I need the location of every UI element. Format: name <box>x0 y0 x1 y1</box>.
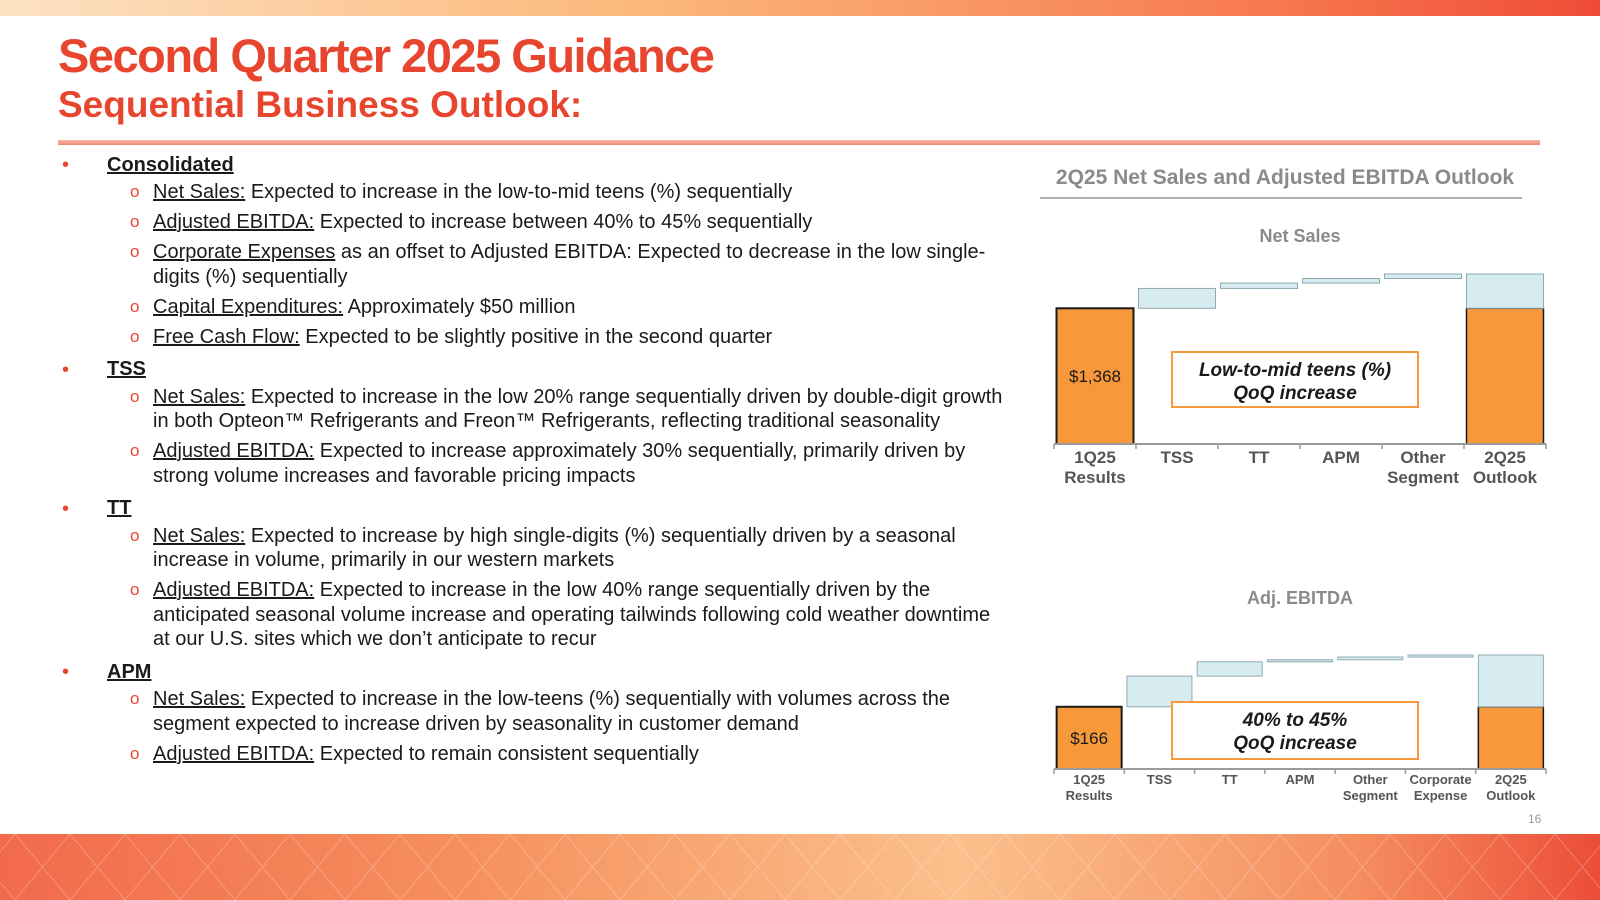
item-text: Expected to increase in the low 40% range sequentially driven by the anticipated seasonal volume increase and operating tailwinds following cold weather downtime at our U.S. sites which we don’t anticipate to recur <box>153 579 991 650</box>
bar-end-increase <box>1478 655 1543 707</box>
sub-bullet-icon: o <box>130 441 140 460</box>
item-label: Free Cash Flow: <box>153 325 300 348</box>
bar-delta <box>1268 660 1333 662</box>
section-heading: TT <box>107 497 132 519</box>
item-text: Approximately $50 million <box>343 295 576 318</box>
item-text: Expected to remain consistent sequentially <box>314 742 699 765</box>
item-text: as an offset to Adjusted EBITDA: Expected to decrease in the low single-digits (%) sequentially <box>153 241 986 288</box>
sub-bullet-icon: o <box>130 296 140 316</box>
bullet-icon: • <box>62 154 70 176</box>
bullet-icon: • <box>62 358 70 381</box>
sub-bullet-icon: o <box>130 326 140 346</box>
item-label: Corporate Expenses <box>153 241 336 263</box>
item-text: Expected to increase in the low-to-mid teens (%) sequentially <box>245 181 793 203</box>
item-label: Net Sales: <box>153 181 246 203</box>
item-label: Adjusted EBITDA: <box>153 742 315 765</box>
data-label: $166 <box>1070 728 1109 748</box>
item-text: Expected to increase in the low 20% range sequentially driven by double-digit growth in both Opteon™ Refrigerants and Freon™ Refrigerants, reflecting traditional seasonality <box>153 385 1003 432</box>
charts-title: 2Q25 Net Sales and Adjusted EBITDA Outlook <box>1055 166 1515 189</box>
category-label: Other Segment <box>1387 448 1459 487</box>
item-label: Adjusted EBITDA: <box>153 440 315 462</box>
category-label: APM <box>1285 772 1315 787</box>
bar-delta <box>1385 274 1462 279</box>
category-label: 2Q25 Outlook <box>1486 772 1536 803</box>
category-label: TT <box>1248 448 1270 467</box>
category-label: Corporate Expense <box>1409 772 1472 803</box>
section-heading: TSS <box>107 358 146 380</box>
sub-bullet-icon: o <box>130 212 140 231</box>
category-label: TSS <box>1160 448 1194 467</box>
item-label: Capital Expenditures: <box>153 295 344 318</box>
section-heading: Consolidated <box>107 153 234 176</box>
item-text: Expected to increase by high single-digits (%) sequentially driven by a seasonal increase in volume, primarily in our western markets <box>153 524 956 571</box>
sub-bullet-icon: o <box>130 580 140 599</box>
category-label: TSS <box>1146 772 1173 787</box>
annotation-line-2: QoQ increase <box>1233 383 1357 404</box>
section-heading: APM <box>107 660 152 683</box>
footer-chevrons <box>0 834 1600 900</box>
data-label: $1,368 <box>1069 367 1121 387</box>
category-label: APM <box>1322 448 1360 467</box>
sub-bullet-icon: o <box>130 182 140 201</box>
item-label: Net Sales: <box>153 688 246 710</box>
sub-bullet-icon: o <box>130 689 140 708</box>
category-label: 1Q25 Results <box>1064 448 1126 487</box>
chart-title: Adj. EBITDA <box>1247 588 1353 608</box>
bar-end-base <box>1467 308 1544 444</box>
footer-band <box>0 834 1600 900</box>
bar-delta <box>1139 288 1216 308</box>
annotation-line-1: 40% to 45% <box>1242 710 1348 731</box>
item-text: Expected to increase approximately 30% sequentially, primarily driven by strong volume increases and favorable pricing impacts <box>153 440 966 487</box>
item-label: Adjusted EBITDA: <box>153 211 315 233</box>
annotation-line-1: Low-to-mid teens (%) <box>1198 360 1392 381</box>
bar-delta <box>1408 655 1473 657</box>
bar-delta <box>1303 279 1380 284</box>
bar-delta <box>1197 662 1262 676</box>
annotation-line-2: QoQ increase <box>1233 733 1357 754</box>
footer-pattern <box>0 834 1600 900</box>
bullet-icon: • <box>62 661 70 683</box>
item-label: Net Sales: <box>153 385 246 408</box>
category-label: TT <box>1221 772 1238 787</box>
item-label: Adjusted EBITDA: <box>153 579 315 601</box>
page-subtitle: Sequential Business Outlook: <box>58 84 583 125</box>
bar-delta <box>1221 283 1298 288</box>
item-text: Expected to be slightly positive in the second quarter <box>299 325 773 348</box>
page-number: 16 <box>1528 812 1542 826</box>
category-label: Other Segment <box>1342 772 1398 803</box>
item-text: Expected to increase in the low-teens (%) sequentially with volumes across the segment expected to increase driven by seasonality in customer demand <box>153 688 951 735</box>
chart-title: Net Sales <box>1259 226 1341 246</box>
sub-bullet-icon: o <box>130 242 140 261</box>
category-label: 2Q25 Outlook <box>1472 448 1538 487</box>
category-label: 1Q25 Results <box>1065 772 1113 803</box>
item-label: Net Sales: <box>153 524 246 547</box>
bullet-icon: • <box>62 497 70 520</box>
page-title: Second Quarter 2025 Guidance <box>58 29 714 82</box>
bar-delta <box>1338 657 1403 660</box>
sub-bullet-icon: o <box>130 525 140 545</box>
sub-bullet-icon: o <box>130 743 140 763</box>
sub-bullet-icon: o <box>130 386 140 406</box>
bar-end-increase <box>1467 274 1544 308</box>
item-text: Expected to increase between 40% to 45% sequentially <box>314 211 813 233</box>
bar-end-base <box>1478 707 1543 769</box>
